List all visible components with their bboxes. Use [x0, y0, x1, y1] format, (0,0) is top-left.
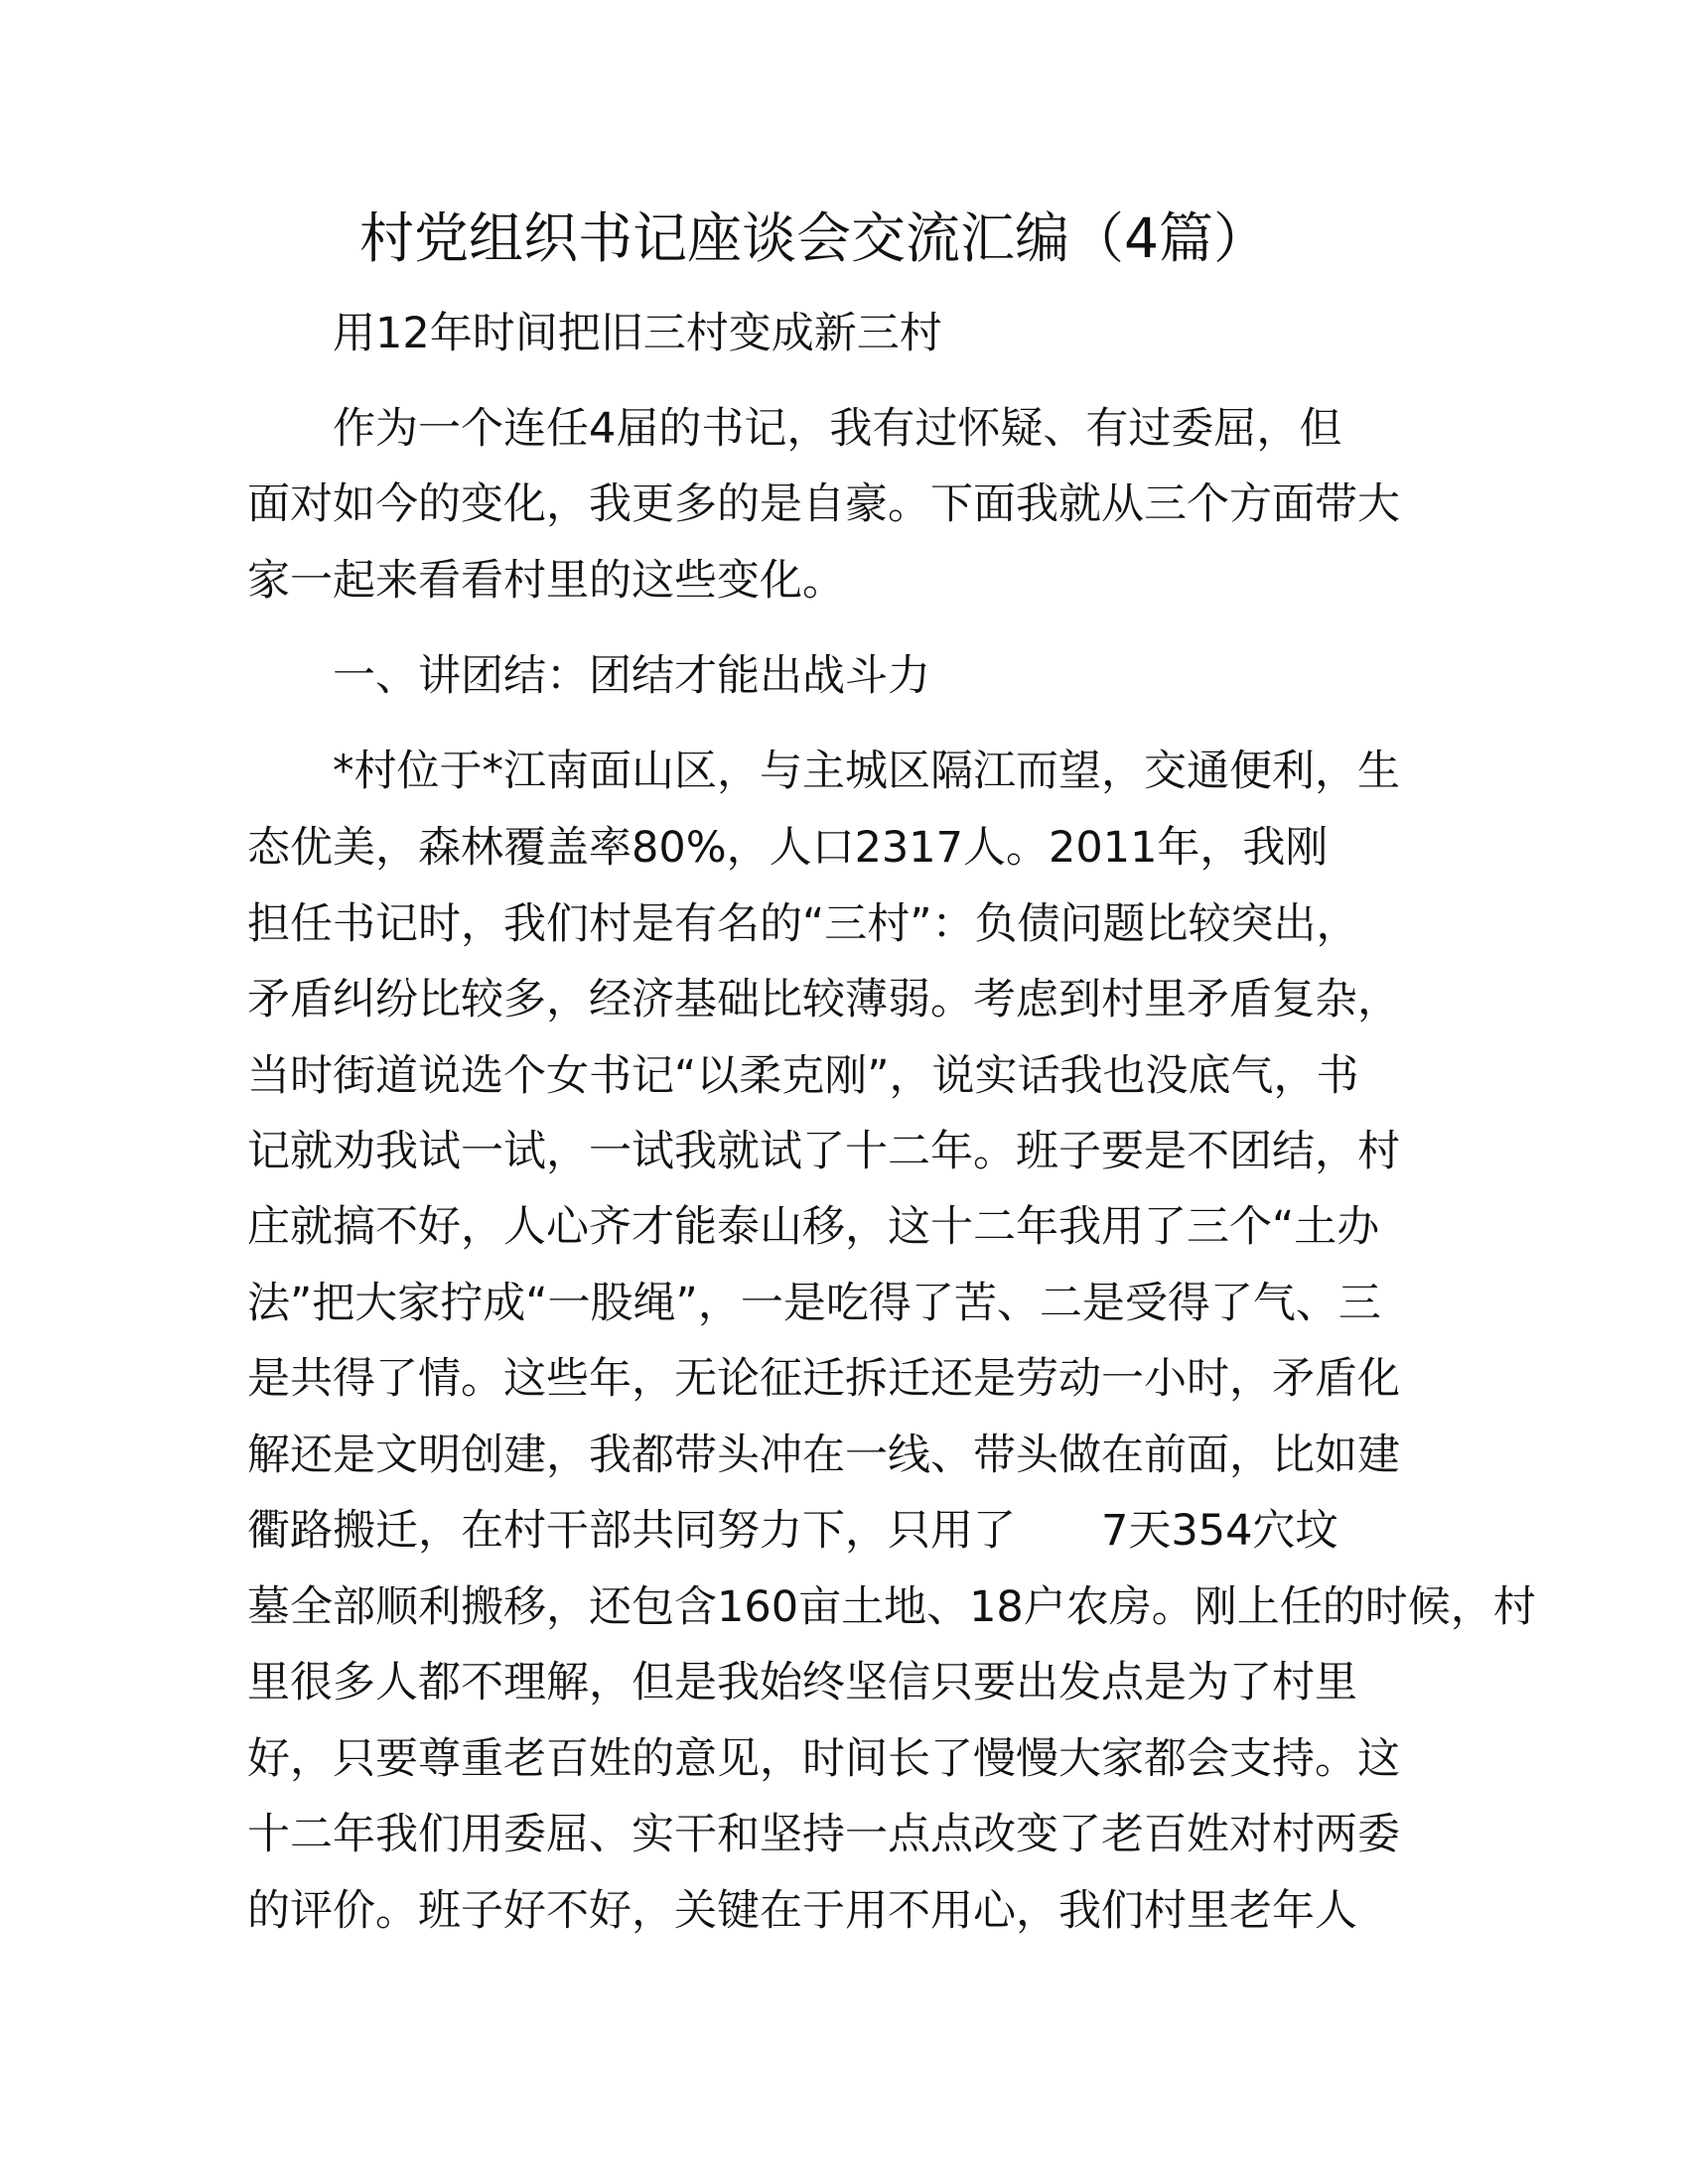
section-heading-1: 一、讲团结：团结才能出战斗力 [333, 651, 930, 701]
paragraph-1-line-2: 面对如今的变化，我更多的是自豪。下面我就从三个方面带大 [247, 479, 1400, 529]
paragraph-2-line-5: 当时街道说选个女书记“以柔克刚”，说实话我也没底气，书 [247, 1051, 1359, 1101]
paragraph-2-line-10: 解还是文明创建，我都带头冲在一线、带头做在前面，比如建 [247, 1431, 1400, 1480]
paragraph-2-line-12: 墓全部顺利搬移，还包含160亩土地、18户农房。刚上任的时候，村 [247, 1582, 1536, 1632]
paragraph-2-line-9: 是共得了情。这些年，无论征迁拆迁还是劳动一小时，矛盾化 [247, 1354, 1400, 1404]
paragraph-1-line-1: 作为一个连任4届的书记，我有过怀疑、有过委屈，但 [333, 404, 1342, 454]
paragraph-2-line-4: 矛盾纠纷比较多，经济基础比较薄弱。考虑到村里矛盾复杂， [247, 975, 1400, 1024]
paragraph-2-line-14: 好，只要尊重老百姓的意见，时间长了慢慢大家都会支持。这 [247, 1734, 1400, 1784]
paragraph-2-line-16: 的评价。班子好不好，关键在于用不用心，我们村里老年人 [247, 1886, 1357, 1936]
paragraph-2-line-7: 庄就搞不好，人心齐才能泰山移，这十二年我用了三个“土办 [247, 1202, 1380, 1252]
paragraph-2-line-15: 十二年我们用委屈、实干和坚持一点点改变了老百姓对村两委 [247, 1810, 1400, 1859]
subtitle: 用12年时间把旧三村变成新三村 [333, 309, 942, 358]
paragraph-2-line-6: 记就劝我试一试，一试我就试了十二年。班子要是不团结，村 [247, 1127, 1400, 1176]
document-title: 村党组织书记座谈会交流汇编（4篇） [359, 206, 1268, 270]
paragraph-2-line-3: 担任书记时，我们村是有名的“三村”：负债问题比较突出， [247, 899, 1359, 949]
paragraph-2-line-11: 衢路搬迁，在村干部共同努力下，只用了 7天354穴坟 [247, 1506, 1338, 1556]
paragraph-2-line-2: 态优美，森林覆盖率80%，人口2317人。2011年，我刚 [247, 823, 1329, 873]
paragraph-2-line-13: 里很多人都不理解，但是我始终坚信只要出发点是为了村里 [247, 1658, 1357, 1707]
paragraph-2-line-8: 法”把大家拧成“一股绳”，一是吃得了苦、二是受得了气、三 [247, 1279, 1381, 1328]
paragraph-2-line-1: *村位于*江南面山区，与主城区隔江而望，交通便利，生 [333, 747, 1400, 796]
paragraph-1-line-3: 家一起来看看村里的这些变化。 [247, 556, 845, 606]
